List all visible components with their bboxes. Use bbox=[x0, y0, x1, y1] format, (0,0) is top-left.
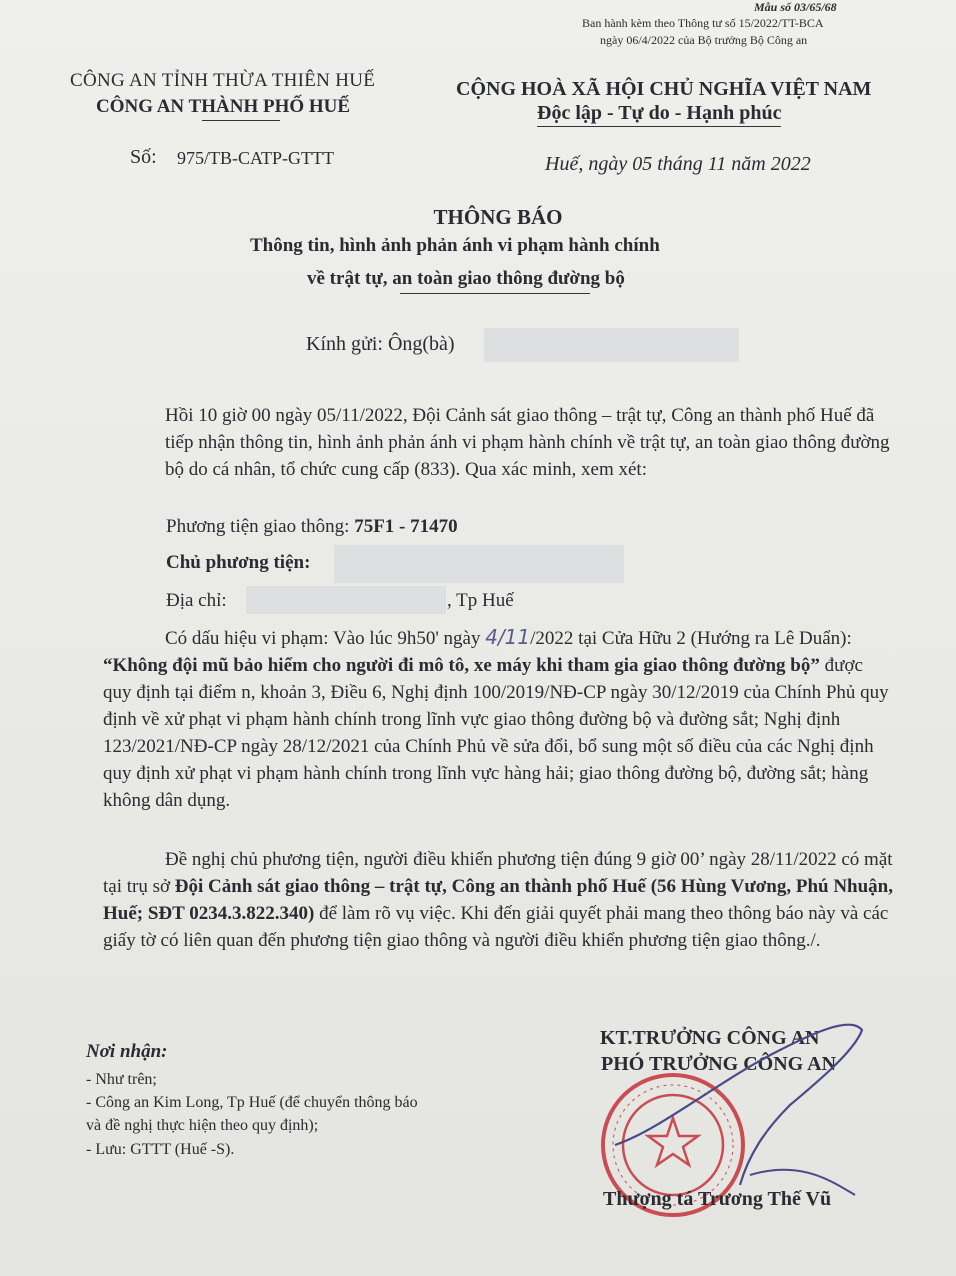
owner-label: Chủ phương tiện: bbox=[166, 552, 311, 573]
violation-prefix: Có dấu hiệu vi phạm: Vào lúc 9h50' ngày bbox=[165, 628, 481, 649]
doc-number-label: Số: bbox=[130, 146, 157, 168]
vehicle-row bbox=[166, 516, 458, 538]
addressee-redaction bbox=[484, 328, 739, 362]
recipients-line-3: và đề nghị thực hiện theo quy định); bbox=[86, 1117, 319, 1134]
agency-parent: CÔNG AN TỈNH THỪA THIÊN HUẾ bbox=[70, 70, 376, 91]
doc-number: 975/TB-CATP-GTTT bbox=[177, 148, 334, 168]
doc-subtitle-1: Thông tin, hình ảnh phản ánh vi phạm hành chính bbox=[250, 235, 660, 256]
form-number: Mẫu số 03/65/68 bbox=[754, 0, 837, 14]
paragraph-received bbox=[103, 402, 893, 483]
recipients-line-2: - Công an Kim Long, Tp Huế (để chuyển thông báo bbox=[86, 1094, 418, 1111]
recipients-line-4: - Lưu: GTTT (Huế -S). bbox=[86, 1141, 235, 1158]
address-label: Địa chỉ: bbox=[166, 590, 227, 611]
paragraph-violation bbox=[103, 624, 893, 814]
address-redaction bbox=[246, 586, 446, 614]
violation-after-date: /2022 tại Cửa Hữu 2 (Hướng ra Lê Duẩn): bbox=[530, 628, 852, 649]
address-row bbox=[166, 590, 227, 612]
owner-row bbox=[166, 552, 310, 574]
vehicle-plate: 75F1 - 71470 bbox=[354, 516, 458, 537]
place-date: Huế, ngày 05 tháng 11 năm 2022 bbox=[545, 153, 811, 175]
country-name: CỘNG HOÀ XÃ HỘI CHỦ NGHĨA VIỆT NAM bbox=[456, 78, 872, 100]
recipients-title: Nơi nhận: bbox=[86, 1041, 168, 1062]
doc-title: THÔNG BÁO bbox=[433, 205, 563, 229]
form-note-2: ngày 06/4/2022 của Bộ trưởng Bộ Công an bbox=[600, 33, 808, 47]
paragraph-received-text: Hồi 10 giờ 00 ngày 05/11/2022, Đội Cảnh sát giao thông – trật tự, Công an thành phố Huế đã tiếp nhận thông tin, hình ảnh phản ánh vi phạm hành chính về trật tự, an toàn giao thông đường bộ do cá nhân, tổ chức cung cấp (833). Qua xác minh, xem xét: bbox=[165, 405, 890, 480]
agency-name: CÔNG AN THÀNH PHỐ HUẾ bbox=[96, 96, 351, 117]
violation-description: “Không đội mũ bảo hiểm cho người đi mô tô, xe máy khi tham gia giao thông đường bộ” bbox=[103, 655, 820, 676]
form-note-1: Ban hành kèm theo Thông tư số 15/2022/TT-BCA bbox=[582, 16, 824, 30]
request-office: Đội Cảnh sát giao thông – trật tự, Công an thành phố Huế (56 Hùng Vương, Phú Nhuận, Huế; SĐT 0234.3.822.340) bbox=[103, 876, 893, 924]
signer-name: Thượng tá Trương Thế Vũ bbox=[603, 1188, 832, 1210]
recipients-line-1: - Như trên; bbox=[86, 1071, 157, 1088]
signer-role-1: KT.TRƯỞNG CÔNG AN bbox=[600, 1027, 820, 1049]
paragraph-request bbox=[103, 846, 893, 954]
request-prefix: Đề nghị chủ phương tiện, người điều khiển phương tiện đúng 9 giờ 00’ ngày 28/11/2022 có mặt tại trụ sở bbox=[103, 849, 893, 897]
subtitle-underline bbox=[400, 293, 590, 294]
address-suffix: , Tp Huế bbox=[447, 590, 514, 611]
addressee-label: Kính gửi: Ông(bà) bbox=[306, 333, 455, 355]
agency-underline bbox=[202, 120, 280, 121]
addressee-line bbox=[306, 333, 455, 356]
violation-legal-basis: được quy định tại điểm n, khoản 3, Điều 6, Nghị định 100/2019/NĐ-CP ngày 30/12/2019 của Chính Phủ quy định về xử phạt vi phạm hành chính trong lĩnh vực giao thông đường bộ và đường sắt; Nghị định 123/2021/NĐ-CP ngày 28/12/2021 của Chính Phủ về sửa đổi, bổ sung một số điều của các Nghị định quy định xử phạt vi phạm hành chính trong lĩnh vực hàng hải; giao thông đường bộ, đường sắt; hàng không dân dụng. bbox=[103, 655, 889, 811]
request-rest: để làm rõ vụ việc. Khi đến giải quyết phải mang theo thông báo này và các giấy tờ có liên quan đến phương tiện giao thông và người điều khiển phương tiện giao thông./. bbox=[103, 903, 889, 951]
doc-subtitle-2: về trật tự, an toàn giao thông đường bộ bbox=[307, 268, 625, 289]
handwritten-signature bbox=[600, 1010, 870, 1210]
owner-redaction bbox=[334, 545, 624, 583]
handwritten-date: 4/11 bbox=[485, 625, 531, 649]
signer-role-2: PHÓ TRƯỞNG CÔNG AN bbox=[601, 1053, 837, 1075]
vehicle-label: Phương tiện giao thông: bbox=[166, 516, 350, 537]
motto: Độc lập - Tự do - Hạnh phúc bbox=[537, 102, 781, 127]
